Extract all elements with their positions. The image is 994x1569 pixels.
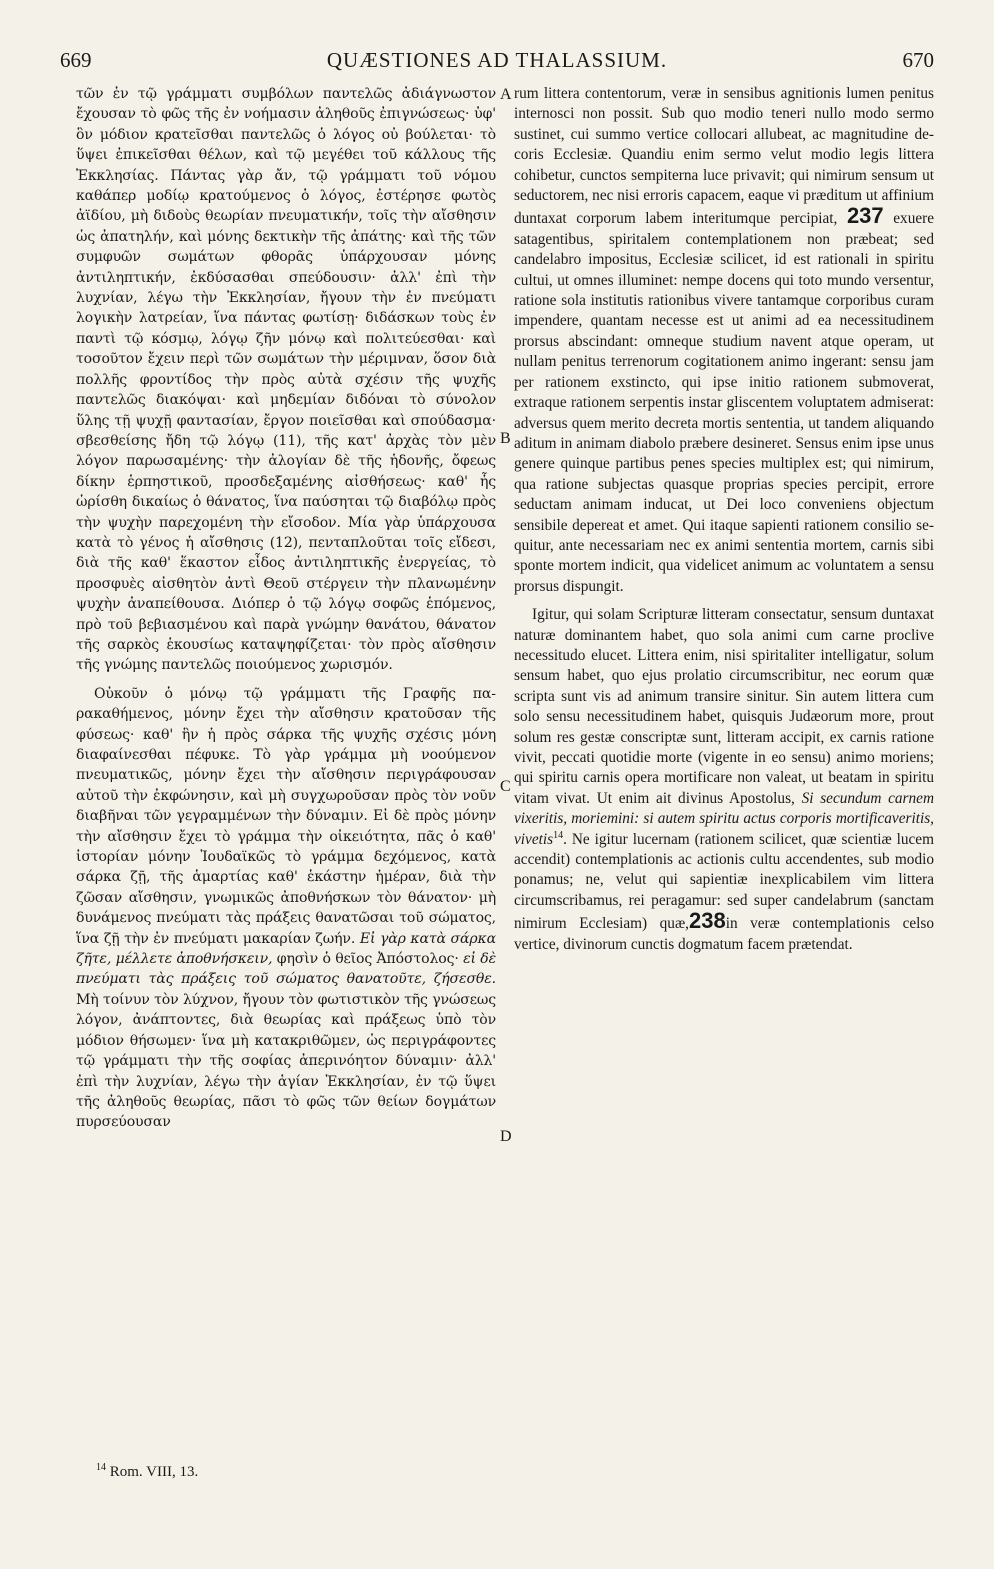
margin-letter-c: C [500,778,511,795]
greek-quote-2: εἰ δὲ πνεύματι τὰς πράξεις τοῦ σώματος θανατοῦτε, ζήσεσθε. [76,951,496,988]
greek-paragraph-2-text: Οὐκοῦν ὁ μόνῳ τῷ γράμματι τῆς Γραφῆς παρακαθήμενος, μόνην ἔχει τὴν αἴσθησιν κρατοῦσαν τῆς φύσεως· καθ' ἣν ἡ πρὸς σάρκα τῆς ψυχῆς σχέσις μόνη διαφαίνεσθαι πέφυκε. Τὸ γὰρ γράμμα μὴ νοούμενον πνευματικῶς, μόνην ἔχει τὴν αἴσθησιν περιγράφουσαν αὐτοῦ τὴν ἐκφώνησιν, καὶ μὴ συγχωροῦσαν πρὸς τὸν νοῦν διαβῆναι τῶν γεγραμμένων τὴν δύναμιν. Εἰ δὲ πρὸς μόνην τὴν αἴσθησιν ἔχει τὸ γράμμα τὴν οἰκειότητα, πᾶς ὁ καθ' ἱστορίαν μόνην Ἰουδαϊκῶς τὸ γράμμα δεχόμενος, κατὰ σάρκα ζῇ, τῆς ἁμαρτίας καθ' ἑκάστην ἡμέραν, διὰ τὴν ζῶσαν αἴσθησιν, γνωμικῶς ἀποθνήσκων τὸν θάνατον· μὴ δυνάμενος πνεύματι τὰς πράξεις θανατῶσαι τοῦ σώματος, ἵνα ζῇ τὴν ἐν πνεύματι μακαρίαν ζωήν. [76,685,496,947]
latin-quote: Si secundum carnem vixeritis, moriemini: si autem spiritu actus corporis mortificaveritis, vivetis [514,789,934,848]
greek-column [76,84,496,1133]
latin-paragraph-2-end: in veræ contemplationis celso vertice, divinorum cunctis dogmatum facem prætendat. [514,915,935,953]
page-number-left: 669 [60,48,92,72]
margin-letter-a: A [500,86,512,103]
latin-paragraph-1 [514,84,934,597]
greek-quote-attribution: φησὶν ὁ θεῖος Ἀπόστολος· [276,951,459,968]
margin-letter-b: B [500,430,511,447]
latin-paragraph-2-text: Igitur, qui solam Scripturæ litteram consectatur, sensum duntaxat naturæ dominantem habet, quo sola animi cum carne proclive necessitudo elucet. Littera enim, nisi spiritaliter intelligatur, solum sensum habet, quo ejus prolatio circumscribitur, nec eorum quæ scripta sunt vis ad animum transire sinitur. Sin autem littera cum solo sensu necessitudinem habet, quisquis Judæorum more, prout solum res gestæ conscriptæ sunt, litteram accipit, ex carnis ratione vivit, peccati quotidie morte (vigente in eo sensu) animo moriens; qui spiritu carnis opera mortificare non valeat, ut beatam in spiritu vitam vivat. Ut enim ait divinus Apostolus, [514,606,934,807]
column-number-237: 237 [846,203,884,229]
latin-paragraph-1-cont: exuere satagentibus, spiritalem contemplationem non præbeat; sed candelabro impositus, Ecclesiæ scilicet, id est rationali in spiritu cultui, ut omnes illuminet: nempe docens qui toto mundo versentur, ratione sola institutis rationibus vivere tantamque corporibus curam impendere, quantam necesse est ut animi ad ea necessitudinem prorsus abscindant: omneque studium navent atque operam, ut nullam penitus terrenorum cogitationem animo ingerant: sensu jam per rationem exstincto, qui ipse initio rationem submoverat, extraque rationem serpentis instar gliscentem voluptatem admiserat: adversus quem merito decreta mortis sententia, ut tandem aliquando aditum in animam diabolo præbere desineret. Sensus enim ipse unus genere quinque partibus penes species multiplex est; qui nimirum, qua ratione subjectas quasque proprias species percipit, errore seductam animam inducat, ut Dei loco conveniens objectum sensibile depereat et amet. Qui itaque sapienti rationem consilio sequitur, ante necessariam nec ex animi sententia mortem, carnis sibi sponte mortem indicit, qua videlicet animum ac voluntatem a sensu prorsus dispungit. [514,210,935,595]
greek-paragraph-2 [76,684,496,1133]
latin-paragraph-1-text: rum littera contentorum, veræ in sensibus agnitionis lumen penitus internosci non possit. Sub quo modio teneri nullo modo sermo sustinet, cui summo vertice collocari allubeat, ac magnitudine decoris Ecclesiæ. Quandiu enim sermo velut modio legis littera cohibetur, cunctos sempiterna luce privavit; qui nimirum sensum ut seductorem, nec nisi erroris capacem, eaque vi præditum ut affinium duntaxat corporum labem interitumque percipiat, [514,85,934,228]
greek-quote-1: Εἰ γὰρ κατὰ σάρκα ζῆτε, μέλλετε ἀποθνήσκειν, [76,930,496,968]
greek-paragraph-2-end: Μὴ τοίνυν τὸν λύχνον, ἤγουν τὸν φωτιστικὸν τῆς γνώσεως λόγον, ἀνάπτοντες, διὰ θεωρίας καὶ πράξεως ὑπὸ τὸν μόδιον θήσωμεν· ἵνα μὴ κατακριθῶμεν, ὡς περιγράφοντες τῷ γράμματι τὴν τῆς σοφίας ἀπερινόητον δύναμιν· ἀλλ' ἐπὶ τὴν λυχνίαν, λέγω τὴν ἁγίαν Ἐκκλησίαν, ἐν τῷ ὕψει τῆς ἀληθοῦς θεωρίας, πᾶσι τὸ φῶς τῶν θείων δογμάτων πυρσεύουσαν [76,991,496,1131]
footnote-ref: 14 [553,829,564,841]
running-header [60,48,934,74]
greek-paragraph-1: τῶν ἐν τῷ γράμματι συμβόλων παντελῶς ἀδιάγνωστον ἔχουσαν τὸ φῶς τῆς ἐν νοήμασιν ἀληθοῦς ἐπιγνώσεως· ὑφ' ὃν μόδιον κρατεῖσθαι παντελῶς ὁ λόγος οὐ βούλεται· τὸ ὕψει ἐπικεῖσθαι θέλων, καὶ τῷ μεγέθει τοῦ κάλλους τῆς Ἐκκλησίας. Πάντας γὰρ ἄν, τῷ γράμματι τοῦ νόμου καθάπερ μοδίῳ κρατούμενος ὁ λόγος, ἐστέρησε φωτὸς ἀϊδίου, μὴ διδοὺς θεωρίαν πνευματικήν, τοῖς τὴν αἴσθησιν ὡς ἀπατηλήν, καὶ μόνης δεκτικὴν τῆς ἀπάτης· καὶ τῆς τῶν συμφυῶν σωμάτων φθορᾶς ὑπάρχουσαν μόνης ἀντιληπτικήν, ἐκδύσασθαι σπεύδουσιν· ἀλλ' ἐπὶ τὴν λυχνίαν, λέγω τὴν Ἐκκλησίαν, ἤγουν τὴν ἐν πνεύματι λογικὴν λατρείαν, ἵνα πάντας φωτίσῃ· διδάσκων τοὺς ἐν παντὶ τῷ κόσμῳ, λόγῳ ζῆν μόνῳ καὶ πολιτεύεσθαι· καὶ τοσοῦτον ἔχειν περὶ τῶν σωμάτων τὴν μέριμναν, ὅσον διὰ πολλῆς φροντίδος τὴν πρὸς αὐτὰ σχέσιν τῆς ψυχῆς παντελῶς διακόψαι· καὶ μηδεμίαν διδόναι τὸ σύνολον ὕλης τῇ ψυχῇ φαντασίαν, ἔργον ποιεῖσθαι καὶ σπούδασμα· σβεσθείσης ἤδη τῷ λόγῳ (11), τῆς κατ' ἀρχὰς τὸν μὲν λόγον παρωσαμένης· τὴν ἀλογίαν δὲ τῆς ἡδονῆς, ὄφεως δίκην ἑρπηστικοῦ, προσδεξαμένης αἰσθήσεως· καθ' ἧς ὡρίσθη δικαίως ὁ θάνατος, ἵνα παύσηται τῷ διαβόλῳ πρὸς τὴν ψυχὴν παρεχομένη τὴν εἴσοδον. Μία γὰρ ὑπάρχουσα κατὰ τὸ γένος ἡ αἴσθησις (12), πενταπλοῦται τοῖς εἴδεσι, διὰ τῆς καθ' ἕκαστον εἶδος ἀντιληπτικῆς ἐνεργείας, τὸ προσφυὲς αἰσθητὸν ἀντὶ Θεοῦ στέργειν τὴν πλανωμένην ψυχὴν ἀναπείθουσα. Διόπερ ὁ τῷ λόγῳ σοφῶς ἑπόμενος, πρὸ τοῦ βεβιασμένου καὶ παρὰ γνώμην θανάτου, θάνατον τῆς σαρκὸς ἑκουσίως καταψηφίζεται· τὸν πρὸς αἴσθησιν τῆς γνώμης παντελῶς ποιούμενος χωρισμόν. [76,86,496,674]
footnote-text: Rom. VIII, 13. [109,1464,199,1480]
footnote [96,1464,198,1481]
margin-letter-d: D [500,1128,512,1145]
column-number-238: 238 [688,908,726,934]
footnote-mark: 14 [96,1462,106,1473]
latin-column [514,84,934,955]
latin-paragraph-2-cont: . Ne igitur lucernam (rationem scilicet, quæ scientiæ lucem accendit) contemplationis ac actionis cultu accendentes, sub modio ponamus; ne, velut qui sapientiæ inexplicabilem vim littera circumscribamus, rei peragamur: sed super candelabrum (sanctam nimirum Ecclesiam) quæ, [514,830,934,933]
latin-paragraph-2 [514,605,934,955]
running-title: QUÆSTIONES AD THALASSIUM. [326,48,668,72]
page-number-right: 670 [902,48,934,72]
